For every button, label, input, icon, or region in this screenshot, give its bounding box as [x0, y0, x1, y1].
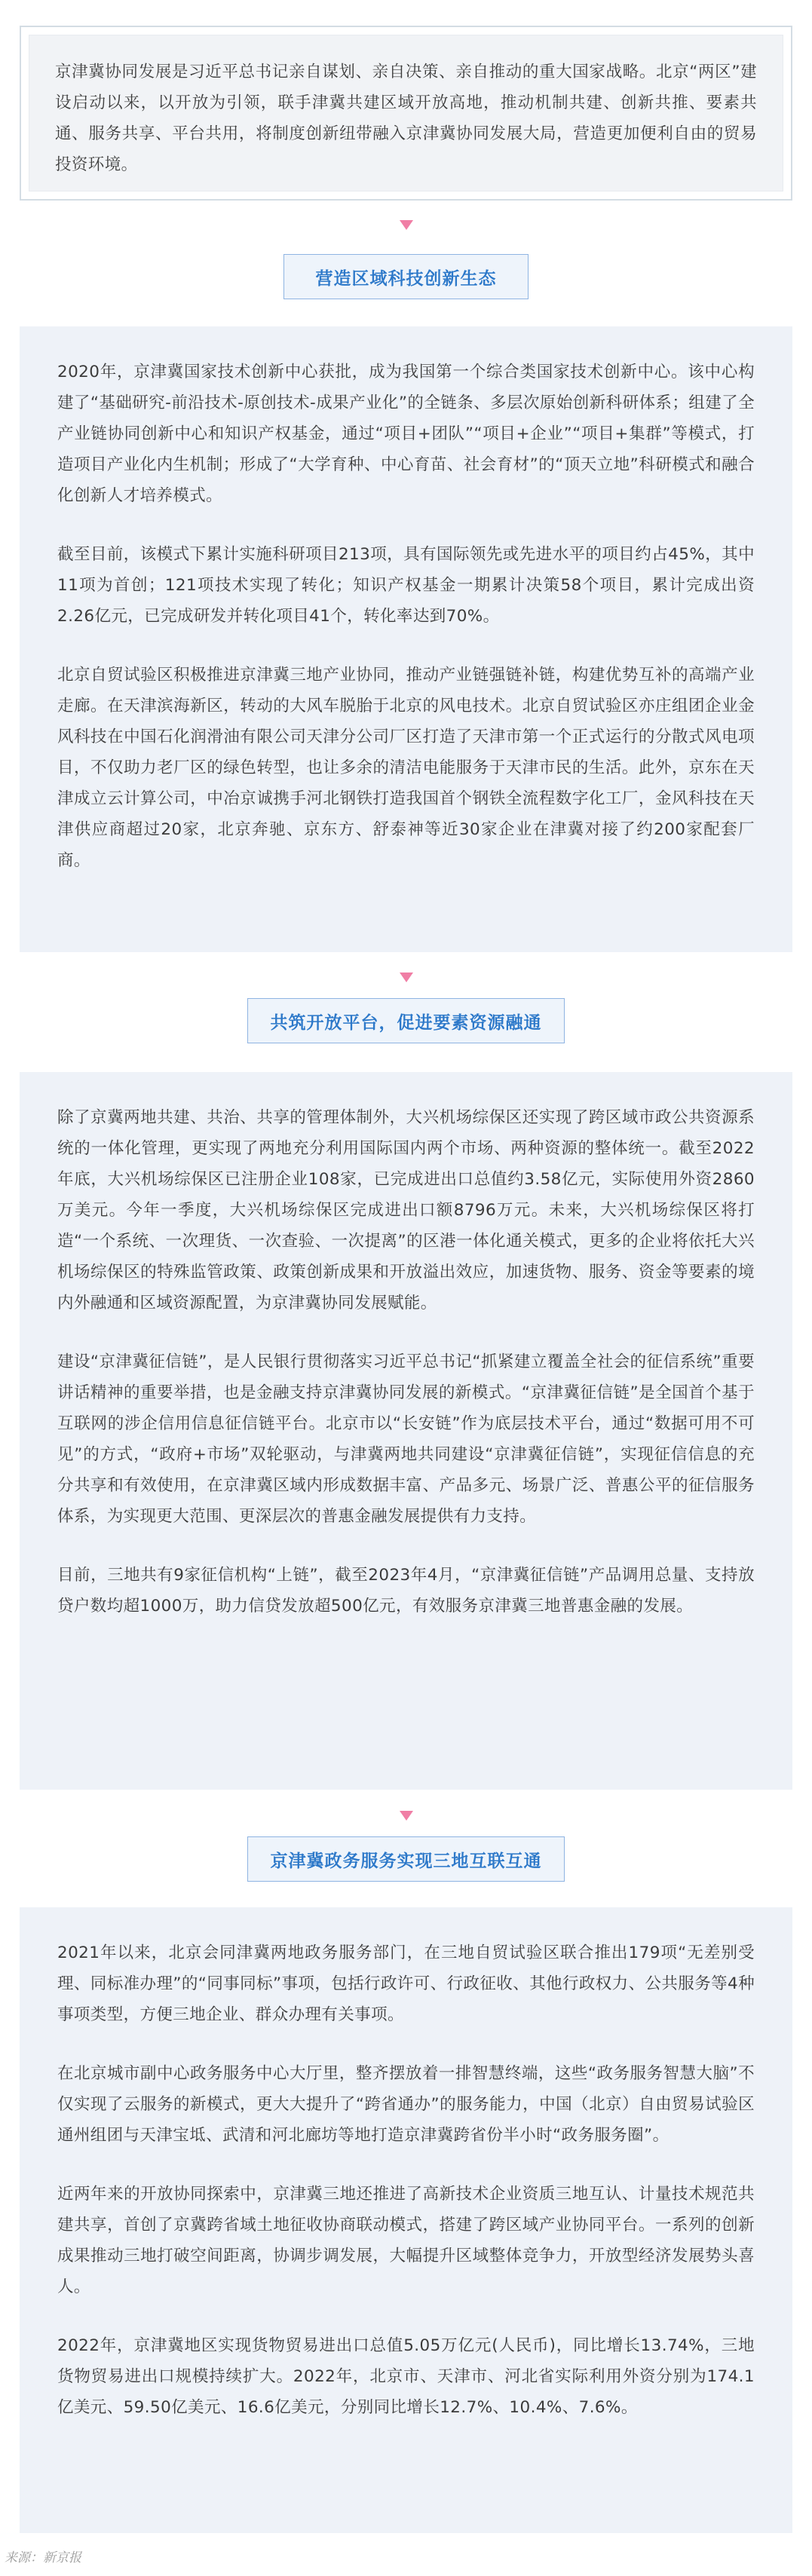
section-3-heading: 京津冀政务服务实现三地互联互通 — [247, 1836, 565, 1882]
section-1-paragraph-2: 截至目前，该模式下累计实施科研项目213项，具有国际领先或先进水平的项目约占45%，其中11项为首创；121项技术实现了转化；知识产权基金一期累计决策58个项目，累计完成出资2.26亿元，已完成研发并转化项目41个，转化率达到70%。 — [57, 545, 755, 626]
section-1-paragraph-1: 2020年，京津冀国家技术创新中心获批，成为我国第一个综合类国家技术创新中心。该中心构建了“基础研究-前沿技术-原创技术-成果产业化”的全链条、多层次原始创新科研体系；组建了全产业链协同创新中心和知识产权基金，通过“项目+团队”“项目+企业”“项目+集群”等模式，打造项目产业化内生机制；形成了“大学育种、中心育苗、社会育材”的“顶天立地”科研模式和融合化创新人才培养模式。 — [57, 363, 755, 505]
section-1-paragraph-3: 北京自贸试验区积极推进京津冀三地产业协同，推动产业链强链补链，构建优势互补的高端产业走廊。在天津滨海新区，转动的大风车脱胎于北京的风电技术。北京自贸试验区亦庄组团企业金风科技在中国石化润滑油有限公司天津分公司厂区打造了天津市第一个正式运行的分散式风电项目，不仅助力老厂区的绿色转型，也让多余的清洁电能服务于天津市民的生活。此外，京东在天津成立云计算公司，中冶京诚携手河北钢铁打造我国首个钢铁全流程数字化工厂，金风科技在天津供应商超过20家，北京奔驰、京东方、舒泰神等近30家企业在津冀对接了约200家配套厂商。 — [57, 666, 755, 870]
section-2-triangle-icon — [400, 973, 413, 982]
section-2-paragraph-1: 除了京冀两地共建、共治、共享的管理体制外，大兴机场综保区还实现了跨区域市政公共资源系统的一体化管理，更实现了两地充分利用国际国内两个市场、两种资源的整体统一。截至2022年底，大兴机场综保区已注册企业108家，已完成进出口总值约3.58亿元，实际使用外资2860万美元。今年一季度，大兴机场综保区完成进出口额8796万元。未来，大兴机场综保区将打造“一个系统、一次理货、一次查验、一次提离”的区港一体化通关模式，更多的企业将依托大兴机场综保区的特殊监管政策、政策创新成果和开放溢出效应，加速货物、服务、资金等要素的境内外融通和区域资源配置，为京津冀协同发展赋能。 — [57, 1108, 755, 1313]
section-1-triangle-icon — [400, 220, 413, 230]
section-3-paragraph-1: 2021年以来，北京会同津冀两地政务服务部门，在三地自贸试验区联合推出179项“无差别受理、同标准办理”的“同事同标”事项，包括行政许可、行政征收、其他行政权力、公共服务等4种事项类型，方便三地企业、群众办理有关事项。 — [57, 1943, 755, 2024]
intro-box — [20, 26, 792, 201]
section-3-triangle-icon — [400, 1811, 413, 1821]
section-1-panel — [20, 326, 792, 952]
section-1-heading: 营造区域科技创新生态 — [283, 254, 529, 299]
section-2-panel — [20, 1072, 792, 1790]
section-3-paragraph-2: 在北京城市副中心政务服务中心大厅里，整齐摆放着一排智慧终端，这些“政务服务智慧大脑”不仅实现了云服务的新模式，更大大提升了“跨省通办”的服务能力，中国（北京）自由贸易试验区通州组团与天津宝坻、武清和河北廊坊等地打造京津冀跨省份半小时“政务服务圈”。 — [57, 2064, 755, 2145]
section-3-paragraph-3: 近两年来的开放协同探索中，京津冀三地还推进了高新技术企业资质三地互认、计量技术规范共建共享，首创了京冀跨省域土地征收协商联动模式，搭建了跨区域产业协同平台。一系列的创新成果推动三地打破空间距离，协调步调发展，大幅提升区域整体竞争力，开放型经济发展势头喜人。 — [57, 2185, 755, 2296]
intro-panel — [29, 35, 783, 191]
section-2-paragraph-3: 目前，三地共有9家征信机构“上链”，截至2023年4月，“京津冀征信链”产品调用总量、支持放贷户数均超1000万，助力信贷发放超500亿元，有效服务京津冀三地普惠金融的发展。 — [57, 1566, 755, 1616]
section-3-panel — [20, 1907, 792, 2533]
source-credit: 来源：新京报 — [5, 2550, 81, 2565]
section-2-paragraph-2: 建设“京津冀征信链”，是人民银行贯彻落实习近平总书记“抓紧建立覆盖全社会的征信系统”重要讲话精神的重要举措，也是金融支持京津冀协同发展的新模式。“京津冀征信链”是全国首个基于互联网的涉企信用信息征信链平台。北京市以“长安链”作为底层技术平台，通过“数据可用不可见”的方式，“政府+市场”双轮驱动，与津冀两地共同建设“京津冀征信链”，实现征信信息的充分共享和有效使用，在京津冀区域内形成数据丰富、产品多元、场景广泛、普惠公平的征信服务体系，为实现更大范围、更深层次的普惠金融发展提供有力支持。 — [57, 1352, 755, 1526]
section-2-heading: 共筑开放平台，促进要素资源融通 — [247, 998, 565, 1043]
intro-text: 京津冀协同发展是习近平总书记亲自谋划、亲自决策、亲自推动的重大国家战略。北京“两区”建设启动以来，以开放为引领，联手津冀共建区域开放高地，推动机制共建、创新共推、要素共通、服务共享、平台共用，将制度创新纽带融入京津冀协同发展大局，营造更加便利自由的贸易投资环境。 — [55, 63, 757, 174]
section-3-paragraph-4: 2022年，京津冀地区实现货物贸易进出口总值5.05万亿元(人民币)，同比增长13.74%，三地货物贸易进出口规模持续扩大。2022年，北京市、天津市、河北省实际利用外资分别为174.1亿美元、59.50亿美元、16.6亿美元，分别同比增长12.7%、10.4%、7.6%。 — [57, 2336, 755, 2417]
